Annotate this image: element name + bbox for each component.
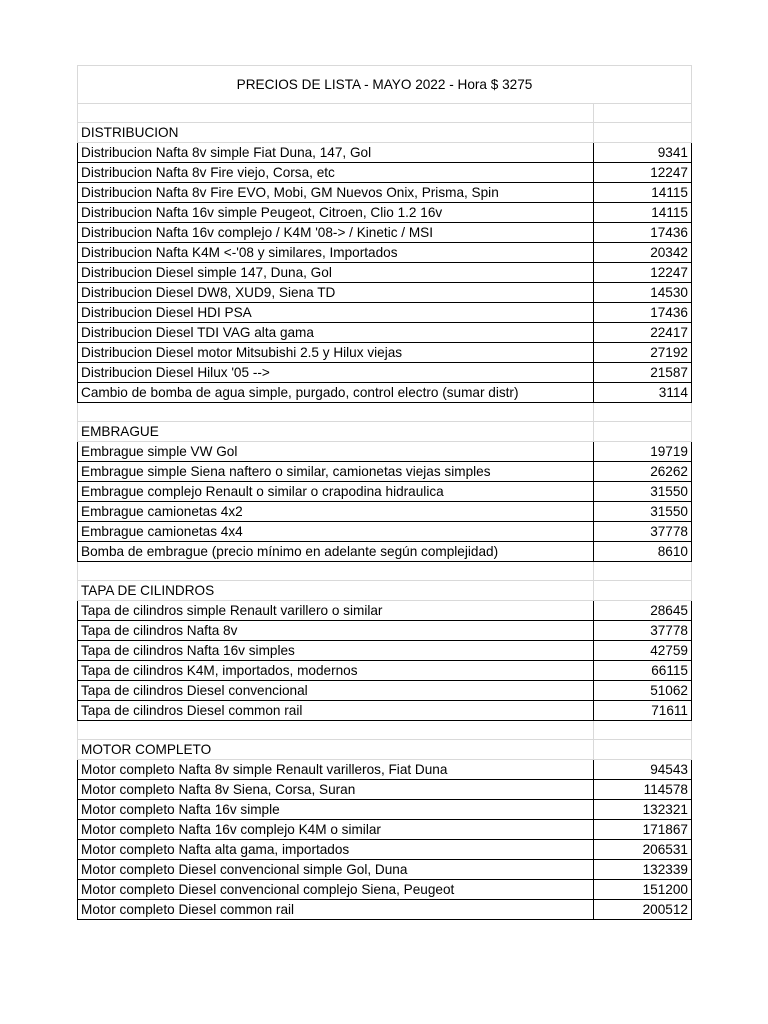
table-row [78, 223, 692, 243]
item-price: 12247 [594, 263, 692, 283]
item-description: Motor completo Nafta 16v simple [78, 800, 594, 820]
item-price: 14115 [594, 183, 692, 203]
item-description: Distribucion Nafta 16v simple Peugeot, Citroen, Clio 1.2 16v [78, 203, 594, 223]
item-description: Motor completo Diesel common rail [78, 900, 594, 920]
empty-cell [594, 740, 692, 760]
item-price: 31550 [594, 502, 692, 522]
item-description: Motor completo Nafta alta gama, importados [78, 840, 594, 860]
item-price: 132339 [594, 860, 692, 880]
table-row [78, 900, 692, 920]
empty-cell [594, 562, 692, 581]
table-row [78, 661, 692, 681]
section-title: DISTRIBUCION [78, 123, 594, 143]
item-price: 31550 [594, 482, 692, 502]
table-row [78, 601, 692, 621]
empty-cell [78, 562, 594, 581]
item-description: Embrague camionetas 4x2 [78, 502, 594, 522]
table-row [78, 760, 692, 780]
item-description: Tapa de cilindros Diesel common rail [78, 701, 594, 721]
item-description: Motor completo Diesel convencional simple Gol, Duna [78, 860, 594, 880]
table-row [78, 462, 692, 482]
section-header-row [78, 123, 692, 143]
item-description: Tapa de cilindros Nafta 16v simples [78, 641, 594, 661]
spacer-row [78, 104, 692, 123]
empty-cell [78, 403, 594, 422]
item-description: Tapa de cilindros K4M, importados, modernos [78, 661, 594, 681]
table-row [78, 442, 692, 462]
title-row [78, 66, 692, 104]
item-price: 19719 [594, 442, 692, 462]
item-description: Distribucion Nafta 8v Fire EVO, Mobi, GM Nuevos Onix, Prisma, Spin [78, 183, 594, 203]
table-row [78, 701, 692, 721]
empty-cell [594, 123, 692, 143]
table-row [78, 800, 692, 820]
table-row [78, 383, 692, 403]
spacer-row [78, 403, 692, 422]
item-description: Tapa de cilindros simple Renault varillero o similar [78, 601, 594, 621]
section-header-row [78, 740, 692, 760]
table-row [78, 323, 692, 343]
item-price: 20342 [594, 243, 692, 263]
item-price: 28645 [594, 601, 692, 621]
item-description: Tapa de cilindros Diesel convencional [78, 681, 594, 701]
item-description: Embrague simple Siena naftero o similar, camionetas viejas simples [78, 462, 594, 482]
item-price: 14115 [594, 203, 692, 223]
page-title: PRECIOS DE LISTA - MAYO 2022 - Hora $ 3275 [78, 66, 692, 104]
item-description: Motor completo Nafta 8v simple Renault varilleros, Fiat Duna [78, 760, 594, 780]
table-row [78, 283, 692, 303]
empty-cell [594, 422, 692, 442]
table-row [78, 621, 692, 641]
section-header-row [78, 422, 692, 442]
item-description: Tapa de cilindros Nafta 8v [78, 621, 594, 641]
spacer-row [78, 721, 692, 740]
table-row [78, 820, 692, 840]
item-price: 14530 [594, 283, 692, 303]
item-description: Embrague complejo Renault o similar o crapodina hidraulica [78, 482, 594, 502]
item-price: 26262 [594, 462, 692, 482]
item-price: 206531 [594, 840, 692, 860]
item-description: Bomba de embrague (precio mínimo en adelante según complejidad) [78, 542, 594, 562]
item-description: Distribucion Diesel motor Mitsubishi 2.5 y Hilux viejas [78, 343, 594, 363]
item-price: 66115 [594, 661, 692, 681]
section-header-row [78, 581, 692, 601]
item-price: 27192 [594, 343, 692, 363]
item-description: Distribucion Diesel TDI VAG alta gama [78, 323, 594, 343]
table-row [78, 203, 692, 223]
table-row [78, 840, 692, 860]
item-description: Distribucion Diesel HDI PSA [78, 303, 594, 323]
item-description: Distribucion Diesel Hilux '05 --> [78, 363, 594, 383]
table-row [78, 183, 692, 203]
item-price: 22417 [594, 323, 692, 343]
table-row [78, 641, 692, 661]
item-price: 12247 [594, 163, 692, 183]
empty-cell [594, 721, 692, 740]
section-title: MOTOR COMPLETO [78, 740, 594, 760]
table-row [78, 363, 692, 383]
table-row [78, 780, 692, 800]
item-price: 9341 [594, 143, 692, 163]
item-price: 114578 [594, 780, 692, 800]
item-price: 3114 [594, 383, 692, 403]
price-list-sheet [77, 65, 691, 920]
item-price: 200512 [594, 900, 692, 920]
table-row [78, 880, 692, 900]
item-description: Embrague simple VW Gol [78, 442, 594, 462]
table-row [78, 542, 692, 562]
item-price: 42759 [594, 641, 692, 661]
item-price: 94543 [594, 760, 692, 780]
table-row [78, 343, 692, 363]
empty-cell [594, 403, 692, 422]
table-row [78, 522, 692, 542]
price-table [77, 65, 692, 920]
item-price: 37778 [594, 621, 692, 641]
section-title: TAPA DE CILINDROS [78, 581, 594, 601]
item-description: Distribucion Nafta 16v complejo / K4M '08-> / Kinetic / MSI [78, 223, 594, 243]
item-description: Motor completo Nafta 8v Siena, Corsa, Suran [78, 780, 594, 800]
table-row [78, 681, 692, 701]
item-description: Cambio de bomba de agua simple, purgado, control electro (sumar distr) [78, 383, 594, 403]
table-row [78, 303, 692, 323]
item-description: Motor completo Diesel convencional complejo Siena, Peugeot [78, 880, 594, 900]
item-description: Embrague camionetas 4x4 [78, 522, 594, 542]
item-price: 8610 [594, 542, 692, 562]
table-row [78, 263, 692, 283]
item-price: 17436 [594, 223, 692, 243]
table-row [78, 143, 692, 163]
table-row [78, 482, 692, 502]
item-price: 21587 [594, 363, 692, 383]
item-description: Distribucion Nafta 8v simple Fiat Duna, 147, Gol [78, 143, 594, 163]
item-description: Distribucion Nafta 8v Fire viejo, Corsa, etc [78, 163, 594, 183]
item-price: 132321 [594, 800, 692, 820]
table-row [78, 502, 692, 522]
item-description: Distribucion Nafta K4M <-'08 y similares, Importados [78, 243, 594, 263]
item-description: Distribucion Diesel simple 147, Duna, Gol [78, 263, 594, 283]
empty-cell [594, 104, 692, 123]
table-row [78, 860, 692, 880]
item-price: 151200 [594, 880, 692, 900]
item-price: 51062 [594, 681, 692, 701]
item-price: 71611 [594, 701, 692, 721]
item-description: Distribucion Diesel DW8, XUD9, Siena TD [78, 283, 594, 303]
item-price: 17436 [594, 303, 692, 323]
empty-cell [78, 721, 594, 740]
empty-cell [78, 104, 594, 123]
table-row [78, 163, 692, 183]
item-price: 171867 [594, 820, 692, 840]
table-row [78, 243, 692, 263]
empty-cell [594, 581, 692, 601]
spacer-row [78, 562, 692, 581]
section-title: EMBRAGUE [78, 422, 594, 442]
item-description: Motor completo Nafta 16v complejo K4M o similar [78, 820, 594, 840]
item-price: 37778 [594, 522, 692, 542]
